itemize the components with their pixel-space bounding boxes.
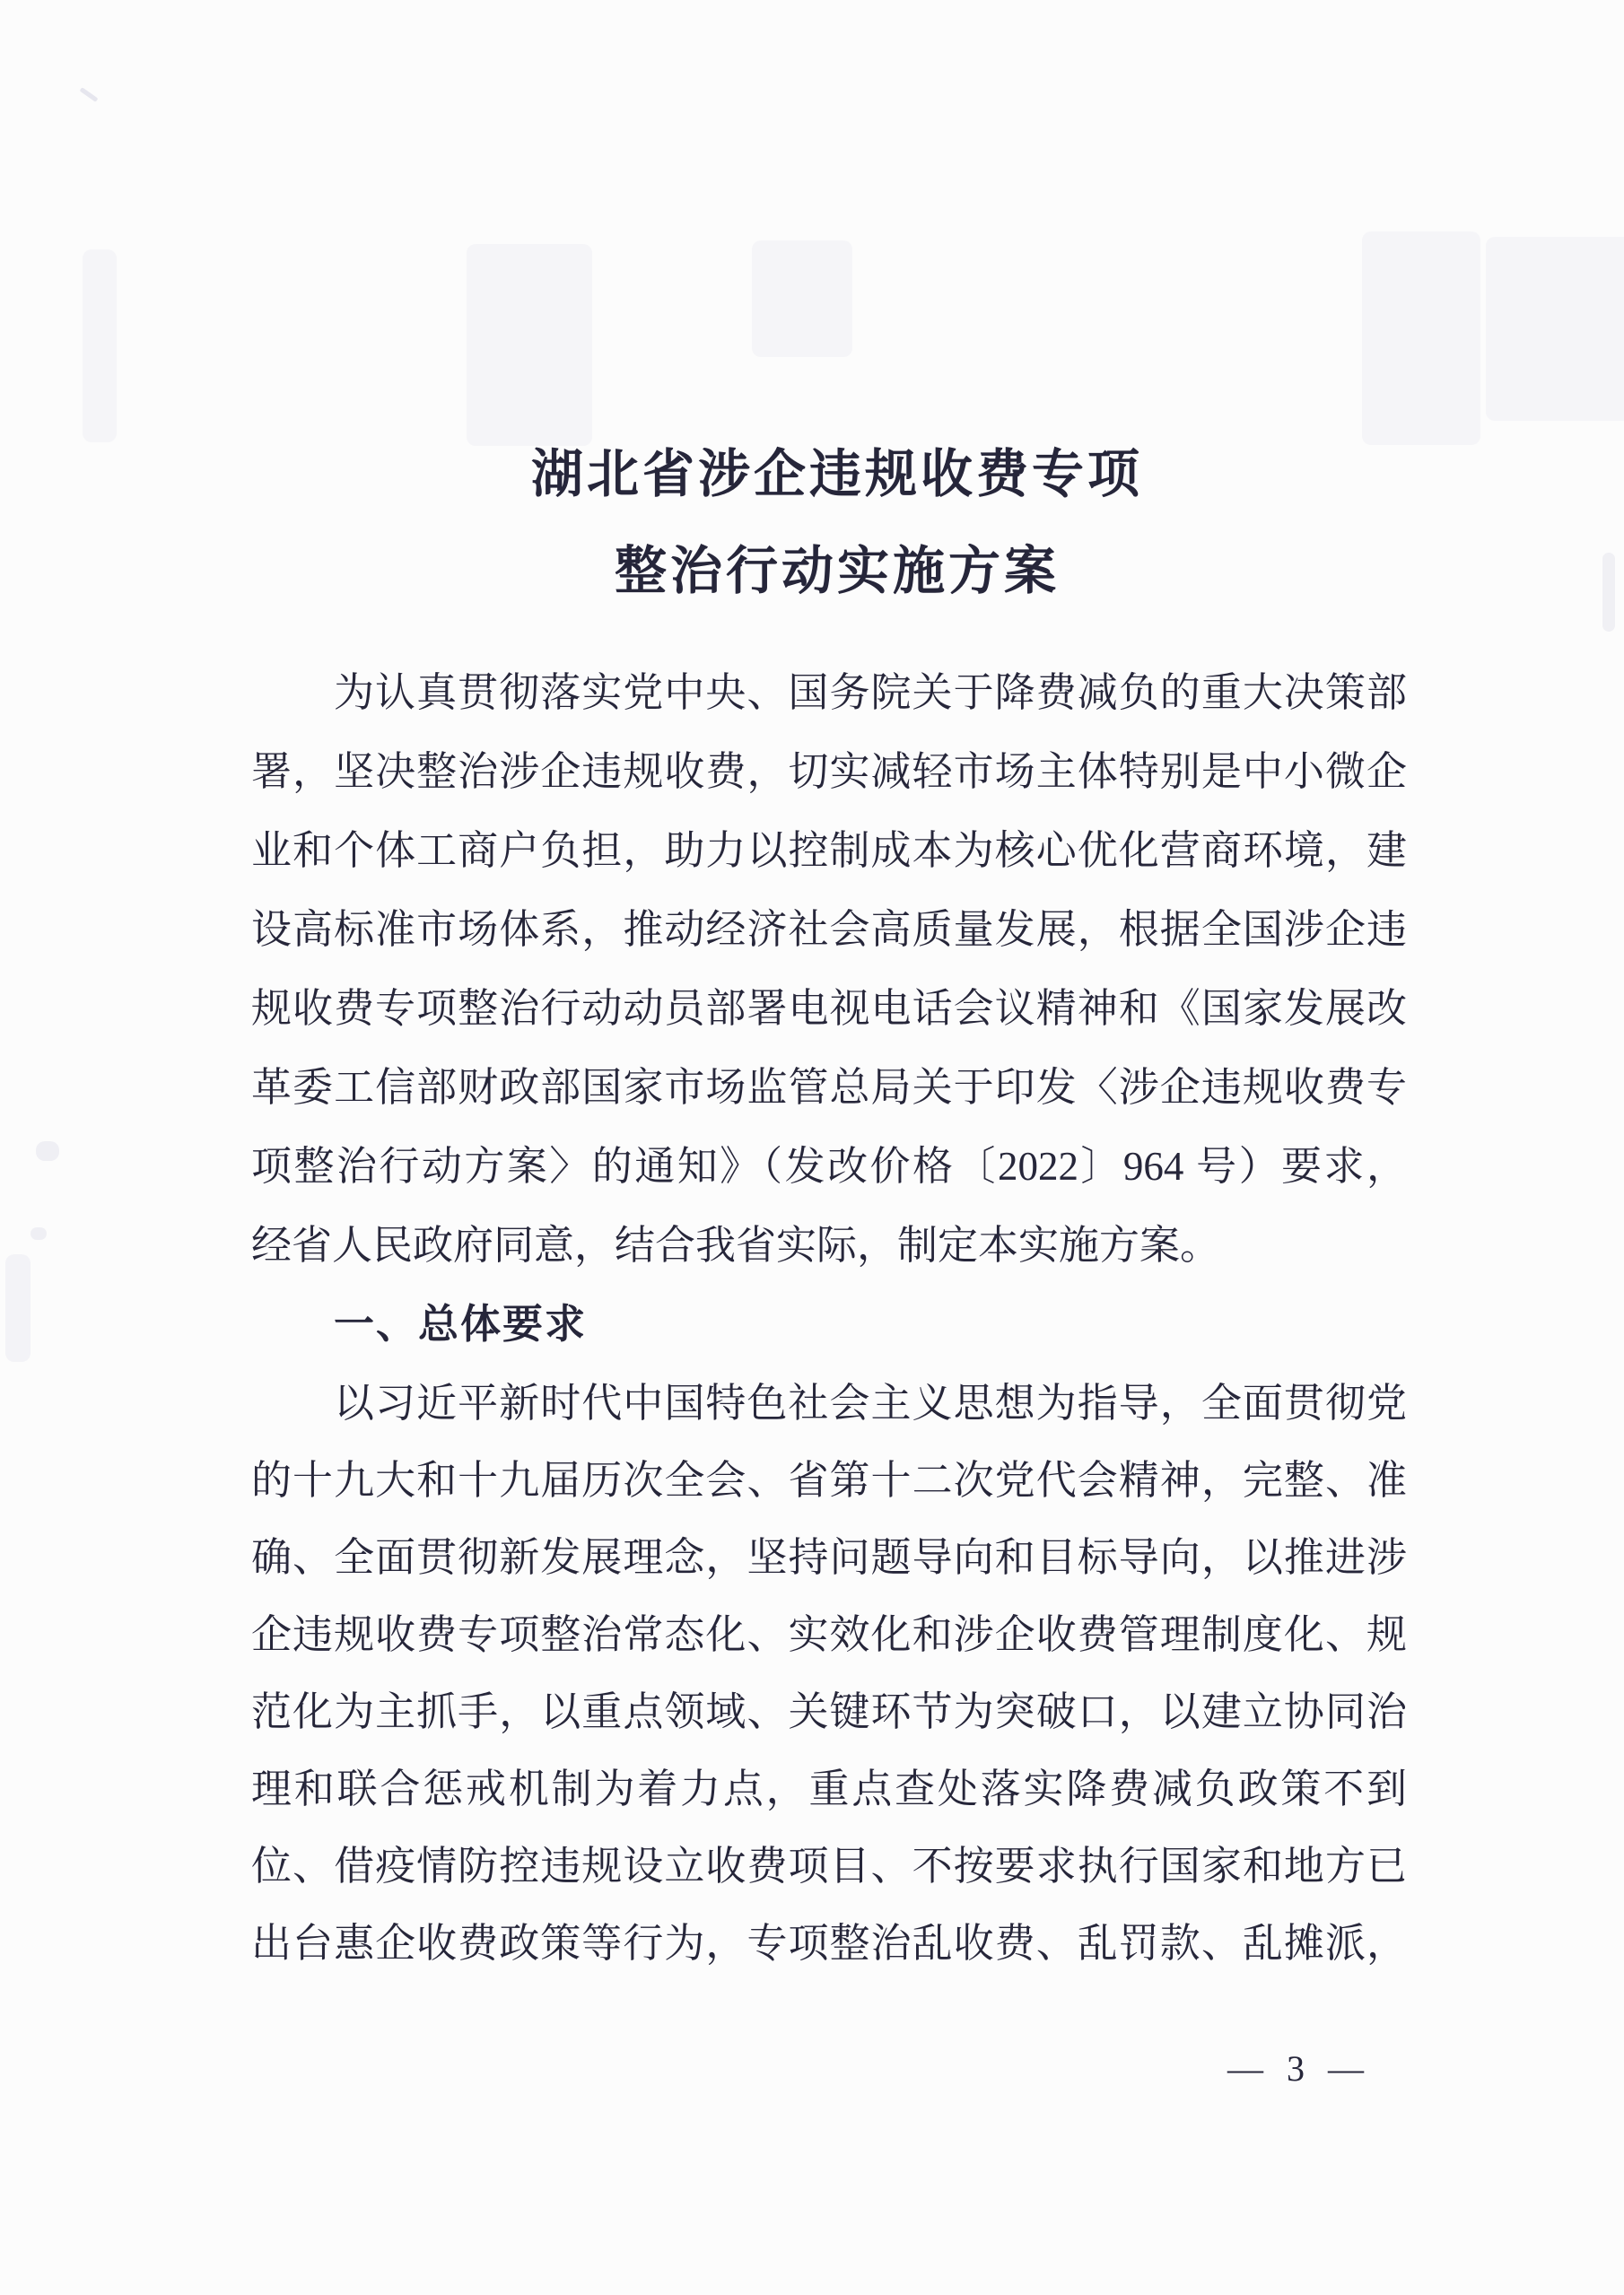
scan-artifact [83, 249, 117, 442]
text-line: 经省人民政府同意，结合我省实际，制定本实施方案。 [251, 1223, 1221, 1268]
scan-artifact [31, 1227, 47, 1240]
scan-artifact [752, 240, 852, 357]
scan-artifact [36, 1141, 59, 1161]
text-line: 企违规收费专项整治常态化、实效化和涉企收费管理制度化、规 [251, 1612, 1407, 1657]
text-line: 的十九大和十九届历次全会、省第十二次党代会精神，完整、准 [251, 1458, 1407, 1503]
document-title [259, 441, 1415, 635]
scan-artifact [1486, 237, 1624, 421]
text-line: 业和个体工商户负担，助力以控制成本为核心优化营商环境，建 [251, 828, 1407, 873]
scan-artifact [1602, 553, 1615, 632]
text-line: 理和联合惩戒机制为着力点，重点查处落实降费减负政策不到 [251, 1767, 1407, 1811]
scan-artifact [467, 244, 592, 446]
text-line: 署，坚决整治涉企违规收费，切实减轻市场主体特别是中小微企 [251, 749, 1407, 794]
title-line-2: 整治行动实施方案 [614, 542, 1060, 600]
text-line: 出台惠企收费政策等行为，专项整治乱收费、乱罚款、乱摊派， [251, 1921, 1407, 1966]
document-body [251, 668, 1407, 1996]
text-line: 革委工信部财政部国家市场监管总局关于印发〈涉企违规收费专 [251, 1065, 1407, 1110]
text-line: 确、全面贯彻新发展理念，坚持问题导向和目标导向，以推进涉 [251, 1535, 1407, 1580]
scan-artifact [80, 87, 99, 102]
text-line: 以习近平新时代中国特色社会主义思想为指导，全面贯彻党 [334, 1381, 1407, 1426]
text-line: 范化为主抓手，以重点领域、关键环节为突破口，以建立协同治 [251, 1689, 1407, 1734]
opening-paragraph [251, 668, 1407, 1300]
heading-line: 一、总体要求 [334, 1301, 588, 1347]
text-line: 设高标准市场体系，推动经济社会高质量发展，根据全国涉企违 [251, 907, 1407, 952]
text-line: 规收费专项整治行动动员部署电视电话会议精神和《国家发展改 [251, 986, 1407, 1031]
page-number: — 3 — [1227, 2048, 1371, 2089]
title-line-1: 湖北省涉企违规收费专项 [530, 445, 1143, 503]
text-line: 项整治行动方案〉的通知》（发改价格〔2022〕964 号）要求， [251, 1144, 1407, 1189]
text-line: 为认真贯彻落实党中央、国务院关于降费减负的重大决策部 [334, 670, 1407, 715]
text-line: 位、借疫情防控违规设立收费项目、不按要求执行国家和地方已 [251, 1844, 1407, 1889]
section-1-paragraph [251, 1379, 1407, 1996]
scan-artifact [1362, 231, 1480, 445]
scan-artifact [5, 1254, 31, 1362]
section-1-heading [251, 1300, 1407, 1379]
